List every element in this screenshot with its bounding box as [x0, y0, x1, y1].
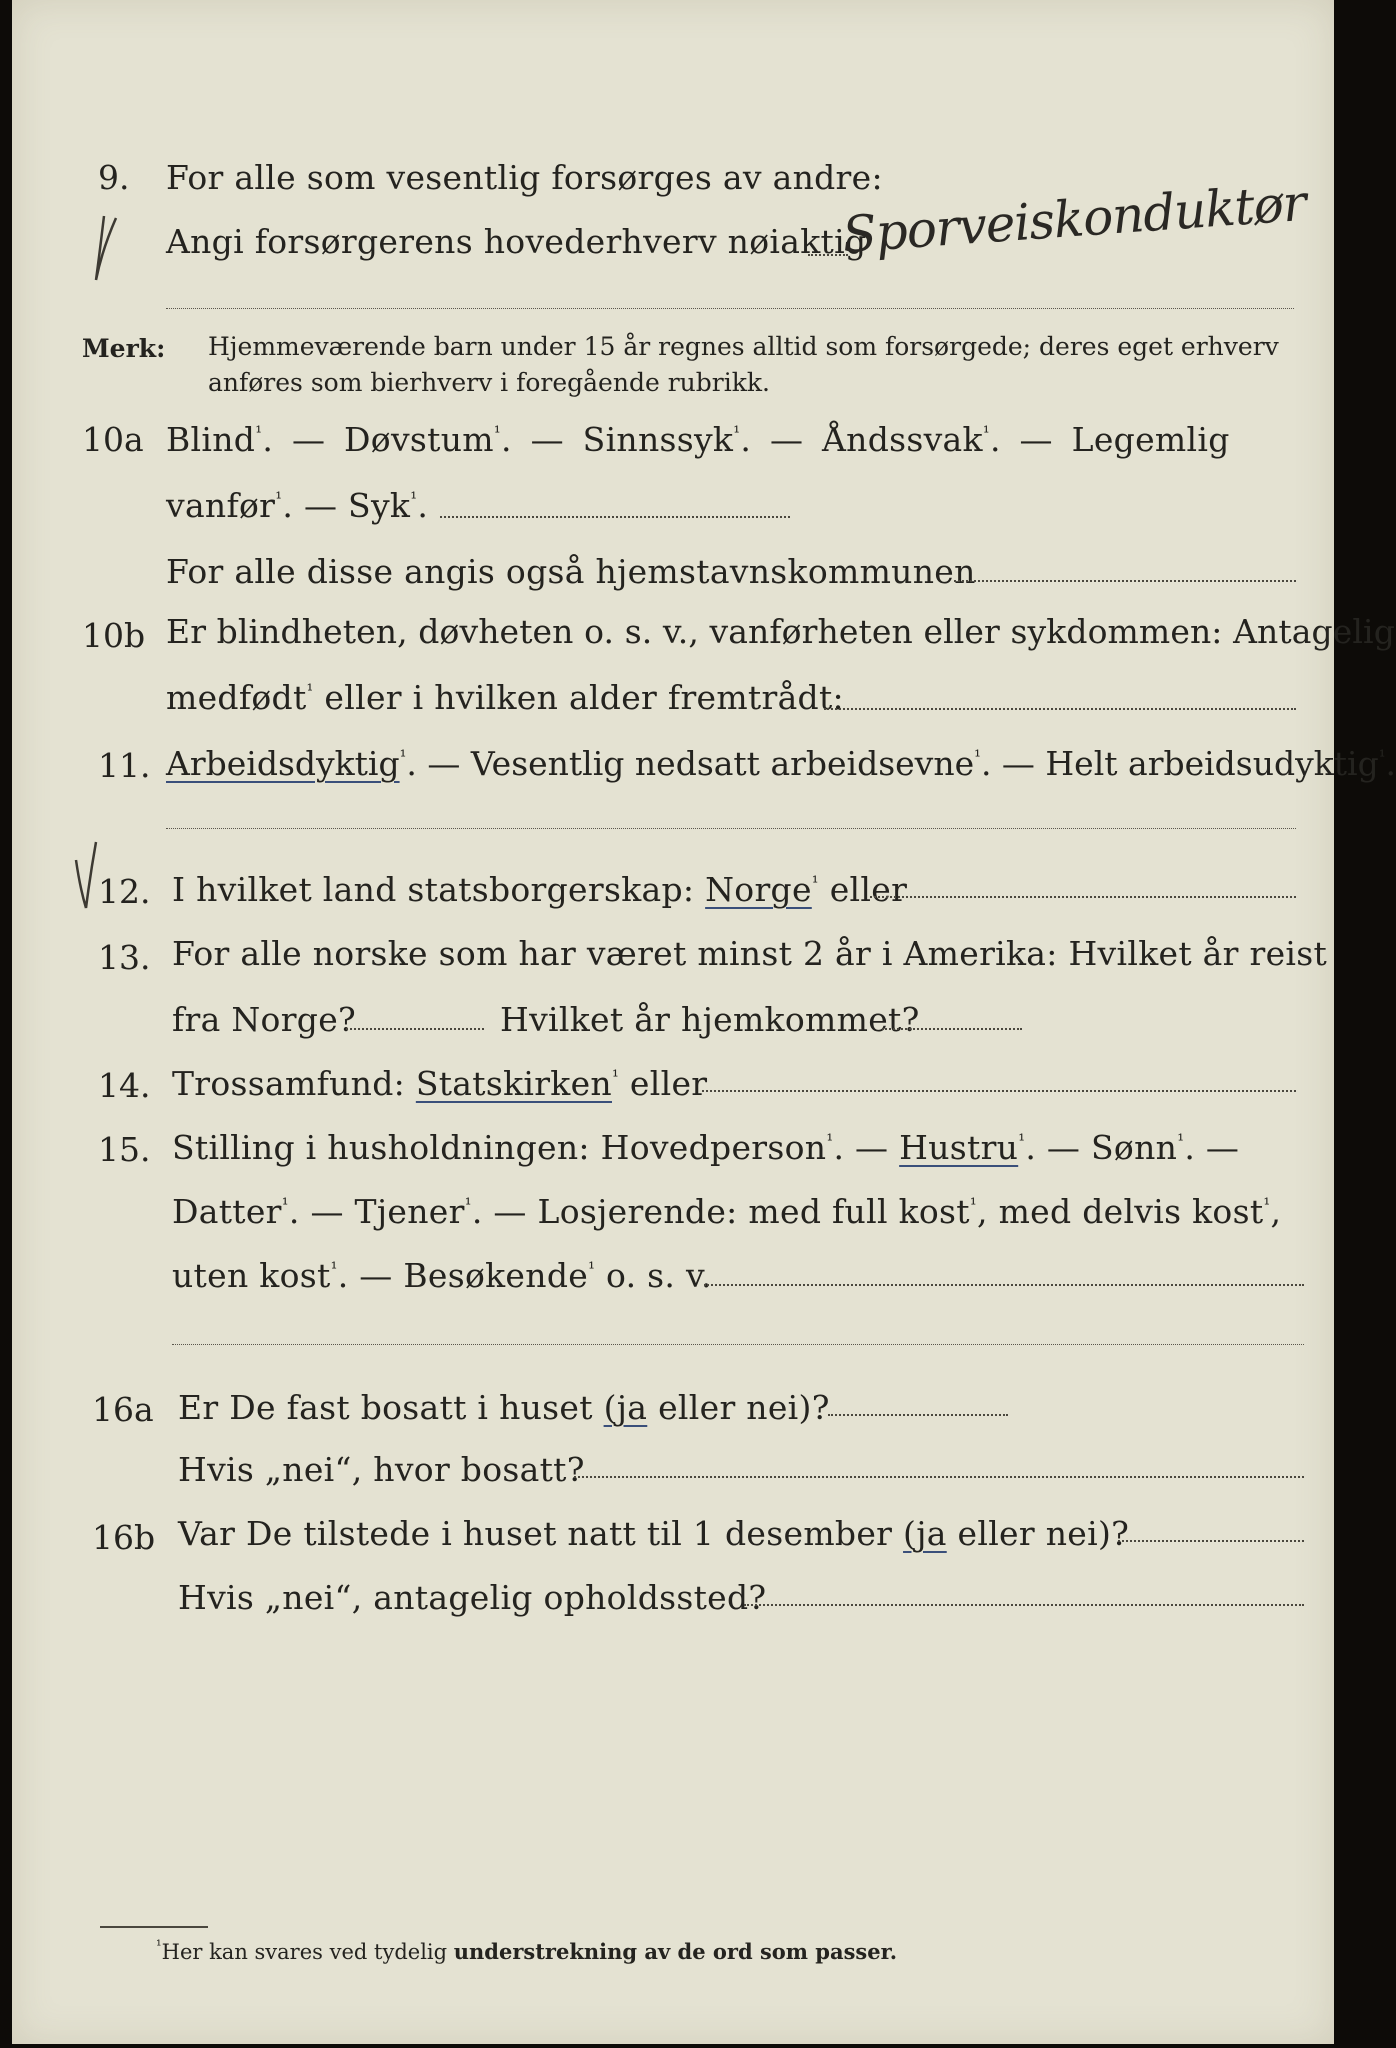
q16b-answer-line	[1118, 1540, 1304, 1542]
q9-line2: Angi forsørgerens hovederhverv nøiaktig	[166, 222, 867, 261]
option-blind: Blind	[166, 420, 256, 459]
footnote: $^{^1}$Her kan svares ved tydelig understrekning av de ord som passer.	[156, 1938, 898, 1964]
merk-line2: anføres som bierhverv i foregående rubrikk.	[208, 368, 770, 397]
q16a-line1: Er De fast bosatt i huset (ja eller nei)?	[178, 1388, 830, 1427]
q10b-line2: medfødt$^{^1}$ eller i hvilken alder fremtrådt:	[166, 678, 844, 717]
q10a-line3: For alle disse angis også hjemstavnskommunen	[166, 552, 976, 591]
q11-line: Arbeidsdyktig$^{^1}$. — Vesentlig nedsatt arbeidsevne$^{^1}$. — Helt arbeidsudyktig$^{^1}$.	[166, 744, 1396, 783]
q10a-line1: Blind$^{^1}$. — Døvstum$^{^1}$. — Sinnssyk$^{^1}$. — Åndssvak$^{^1}$. — Legemlig	[166, 420, 1230, 459]
form-page	[12, 0, 1396, 2044]
q13-line2a: fra Norge?	[172, 1000, 357, 1039]
q12-line: I hvilket land statsborgerskap: Norge$^{^1}$ eller	[172, 870, 908, 909]
q10a-kommune-line	[954, 580, 1296, 582]
q15-line3: uten kost$^{^1}$. — Besøkende$^{^1}$ o. s. v.	[172, 1256, 712, 1295]
q15-line2: Datter$^{^1}$. — Tjener$^{^1}$. — Losjerende: med full kost$^{^1}$, med delvis kost$^{^1}$,	[172, 1192, 1282, 1231]
option-ja-selected: (ja	[903, 1514, 947, 1553]
q13-hjemkommet-line	[882, 1028, 1022, 1030]
q14-answer-line	[702, 1090, 1296, 1092]
option-sinnssyk: Sinnssyk	[582, 420, 734, 459]
q15-answer-line	[704, 1284, 1304, 1286]
q16a-number: 16a	[92, 1390, 154, 1429]
option-norge-selected: Norge	[705, 870, 812, 909]
q12-number: 12.	[98, 872, 151, 911]
option-hustru-selected: Hustru	[899, 1128, 1019, 1167]
q16b-line1: Var De tilstede i huset natt til 1 desember (ja eller nei)?	[178, 1514, 1130, 1553]
q13-line2b: Hvilket år hjemkommet?	[500, 1000, 920, 1039]
q10a-answer-line	[440, 516, 790, 518]
q12-answer-line	[870, 896, 1296, 898]
q10b-line1: Er blindheten, døvheten o. s. v., vanførheten eller sykdommen: Antagelig	[166, 612, 1395, 651]
q11-rule	[166, 828, 1296, 829]
q9-answer-handwriting: Sporveiskonduktør	[840, 173, 1308, 265]
q10a-number: 10a	[82, 420, 144, 459]
option-dovstum: Døvstum	[344, 420, 494, 459]
q13-number: 13.	[98, 938, 151, 977]
q15-line1: Stilling i husholdningen: Hovedperson$^{^1}$. — Hustru$^{^1}$. — Sønn$^{^1}$. —	[172, 1128, 1240, 1167]
q15-number: 15.	[98, 1130, 151, 1169]
q16a-bosatt-line	[574, 1476, 1304, 1478]
merk-label: Merk:	[82, 334, 166, 363]
q9-line1: For alle som vesentlig forsørges av andre:	[166, 158, 883, 197]
footnote-rule	[100, 1926, 208, 1928]
q10b-number: 10b	[82, 616, 146, 655]
q10a-line2: vanfør$^{^1}$. — Syk$^{^1}$.	[166, 486, 429, 525]
q16a-line2: Hvis „nei“, hvor bosatt?	[178, 1450, 585, 1489]
q10b-answer-line	[824, 708, 1296, 710]
q14-number: 14.	[98, 1066, 151, 1105]
q13-line1: For alle norske som har været minst 2 år i Amerika: Hvilket år reist	[172, 934, 1328, 973]
q11-number: 11.	[98, 746, 151, 785]
q16b-number: 16b	[92, 1518, 156, 1557]
option-statskirken-selected: Statskirken	[415, 1064, 612, 1103]
q16a-answer-line	[828, 1414, 1008, 1416]
q15-rule	[172, 1344, 1304, 1345]
q13-reist-line	[346, 1028, 484, 1030]
q16b-line2: Hvis „nei“, antagelig opholdssted?	[178, 1578, 767, 1617]
q9-answer-leader	[808, 254, 848, 256]
option-andssvak: Åndssvak	[822, 420, 983, 459]
merk-line1: Hjemmeværende barn under 15 år regnes alltid som forsørgede; deres eget erhverv	[208, 332, 1279, 361]
q14-line: Trossamfund: Statskirken$^{^1}$ eller	[172, 1064, 708, 1103]
option-syk: Syk	[348, 486, 411, 525]
checkmark-icon	[82, 210, 122, 290]
option-ja-selected: (ja	[603, 1388, 648, 1427]
q9-number: 9.	[98, 158, 130, 197]
option-vanfor: vanfør	[166, 486, 276, 525]
q9-rule	[166, 308, 1294, 309]
q16b-opholdssted-line	[744, 1604, 1304, 1606]
option-arbeidsdyktig-selected: Arbeidsdyktig	[166, 744, 400, 783]
